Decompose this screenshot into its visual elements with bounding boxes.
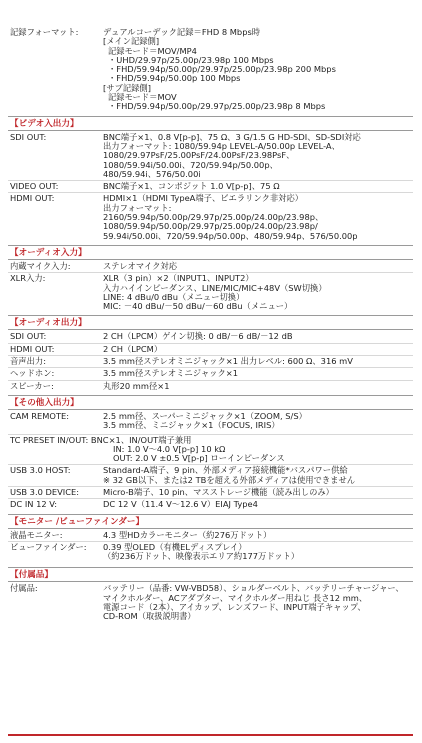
spec-label: ビューファインダー: [10, 541, 87, 552]
section-title-audio-in: 【オーディオ入力】 [10, 247, 87, 258]
section-divider [8, 259, 413, 260]
spec-line: 2 CH（LPCM）ゲイン切換: 0 dB/－6 dB/－12 dB [103, 331, 293, 342]
spec-row-sdi-out [8, 133, 413, 179]
section-title-other-io: 【その他入出力】 [10, 397, 79, 408]
spec-line: DC 12 V（11.4 V～12.6 V）EIAJ Type4 [103, 499, 258, 510]
spec-label: XLR入力: [10, 273, 46, 284]
spec-row-headphone [8, 369, 413, 378]
spec-value [103, 262, 413, 271]
spec-line: （約236万ドット、映像表示エリア約177万ドット） [103, 551, 300, 562]
spec-value [103, 182, 413, 191]
spec-label: 付属品: [10, 583, 38, 594]
spec-line: ステレオマイク対応 [103, 260, 178, 271]
spec-value [103, 194, 413, 240]
spec-label: TC PRESET IN/OUT: [10, 434, 89, 445]
spec-line: 記録モード＝MOV/MP4 [108, 45, 197, 56]
spec-label: HDMI OUT: [10, 193, 55, 204]
spec-line: [サブ記録側] [103, 82, 151, 93]
spec-line: 59.94i/50.00i、720/59.94p/50.00p、480/59.94p、576/50.00p [103, 230, 358, 241]
spec-value: BNC×1、IN/OUT端子兼用 [90, 434, 192, 445]
spec-row-sdi-audio [8, 332, 413, 341]
spec-line: 0.39 型OLED（有機ELディスプレイ） [103, 541, 247, 552]
section-divider [8, 409, 413, 410]
spec-row-built-in-mic [8, 262, 413, 271]
spec-row-accessories [8, 584, 413, 621]
spec-line: 1080/59.94i/50.00i、720/59.94p/50.00p、 [103, 159, 278, 170]
spec-row-cam-remote [8, 412, 413, 431]
spec-line: ・FHD/59.94p/50.00p/29.97p/25.00p/23.98p 200 Mbps [108, 64, 336, 75]
spec-line: BNC端子×1、コンポジット 1.0 V[p-p]、75 Ω [103, 181, 280, 192]
spec-line: マイクホルダー、ACアダプター、マイクホルダー用ねじ 長さ12 mm、 [103, 592, 368, 603]
spec-row-dc-in [8, 500, 413, 509]
section-title-accessories: 【付属品】 [10, 570, 53, 581]
spec-row-audio-output [8, 357, 413, 366]
spec-line: ・UHD/29.97p/25.00p/23.98p 100 Mbps [108, 54, 274, 65]
spec-line: Standard-A端子、9 pin、外部メディア接続機能*バスパワー供給 [103, 465, 348, 476]
spec-row-hdmi-audio [8, 345, 413, 354]
spec-line: MIC: －40 dBu/－50 dBu/－60 dBu（メニュー） [103, 301, 293, 312]
spec-value [103, 412, 413, 431]
spec-row-hdmi-out [8, 194, 413, 240]
spec-row-usb-host [8, 466, 413, 485]
spec-label: SDI OUT: [10, 131, 47, 142]
spec-value [103, 345, 413, 354]
section-divider [8, 130, 413, 131]
spec-line: 出力フォーマット: 1080/59.94p LEVEL-A/50.00p LEVEL-A、 [103, 140, 340, 151]
spec-value [103, 332, 413, 341]
spec-line: 2 CH（LPCM） [103, 343, 163, 354]
spec-line: CD-ROM（取扱説明書） [103, 611, 196, 622]
section-divider [8, 395, 413, 396]
spec-label: 記録フォーマット: [10, 27, 79, 37]
spec-value [103, 357, 413, 366]
spec-label: 音声出力: [10, 356, 46, 367]
footer-rule [8, 734, 413, 736]
spec-value [103, 369, 413, 378]
spec-value [103, 28, 413, 112]
spec-value [113, 445, 413, 464]
section-divider [8, 116, 413, 117]
spec-row-usb-device [8, 488, 413, 497]
section-divider [8, 514, 413, 515]
spec-line: ※ 32 GB以下、または2 TBを超える外部メディアは使用できません [103, 474, 356, 485]
spec-line: 2.5 mm径、スーパーミニジャック×1（ZOOM, S/S） [103, 410, 307, 421]
spec-label: SDI OUT: [10, 331, 47, 342]
spec-value [103, 133, 413, 179]
spec-line: XLR（3 pin）×2（INPUT1、INPUT2） [103, 273, 254, 284]
spec-line: 1080/29.97PsF/25.00PsF/24.00PsF/23.98PsF、 [103, 150, 295, 161]
spec-label: DC IN 12 V: [10, 499, 58, 510]
spec-line: 記録モード＝MOV [108, 92, 177, 103]
spec-line: OUT: 2.0 V ±0.5 V[p-p] ローインピーダンス [113, 453, 285, 464]
spec-line: 1080/59.94p/50.00p/29.97p/25.00p/24.00p/23.98p/ [103, 221, 318, 232]
spec-line: ・FHD/59.94p/50.00p/29.97p/25.00p/23.98p 8 Mbps [108, 101, 326, 112]
spec-label: USB 3.0 HOST: [10, 465, 71, 476]
spec-line: 3.5 mm径ステレオミニジャック×1 出力レベル: 600 Ω、316 mV [103, 356, 353, 367]
spec-line: LINE: 4 dBu/0 dBu（メニュー切換） [103, 291, 245, 302]
spec-line: 電源コード（2本）、アイカップ、レンズフード、INPUT端子キャップ、 [103, 602, 366, 613]
spec-row-lcd-monitor [8, 531, 413, 540]
spec-value [103, 466, 413, 485]
spec-value [103, 500, 413, 509]
spec-line: デュアルコーデック記録＝FHD 8 Mbps時 [103, 27, 261, 37]
spec-line: BNC端子×1、0.8 V[p-p]、75 Ω、3 G/1.5 G HD-SDI、SD-SDI対応 [103, 131, 361, 142]
spec-value [103, 382, 413, 391]
spec-line: 丸形20 mm径×1 [103, 380, 170, 391]
spec-line: Micro-B端子、10 pin、マスストレージ機能（読み出しのみ） [103, 486, 334, 497]
spec-row-video-out [8, 182, 413, 191]
spec-row-record-format [8, 28, 413, 112]
section-divider [8, 581, 413, 582]
row-divider [8, 380, 413, 381]
spec-document [8, 4, 413, 622]
spec-line: 入力ハイインピーダンス、LINE/MIC/MIC+48V（SW切換） [103, 282, 327, 293]
spec-label: CAM REMOTE: [10, 410, 70, 421]
spec-value [103, 531, 413, 540]
spec-line: 3.5 mm径ステレオミニジャック×1 [103, 368, 238, 379]
section-divider [8, 329, 413, 330]
spec-value [103, 274, 413, 311]
spec-line: 3.5 mm径、ミニジャック×1（FOCUS, IRIS） [103, 420, 280, 431]
section-divider [8, 528, 413, 529]
spec-line: 4.3 型HDカラーモニター（約276万ドット） [103, 529, 272, 540]
spec-line: 出力フォーマット: [103, 202, 172, 213]
spec-line: IN: 1.0 V～4.0 V[p-p] 10 kΩ [113, 443, 226, 454]
section-divider [8, 315, 413, 316]
section-title-video: 【ビデオ入出力】 [10, 118, 79, 129]
spec-row-speaker [8, 382, 413, 391]
spec-value [103, 543, 413, 562]
spec-line: ・FHD/59.94p/50.00p 100 Mbps [108, 73, 241, 84]
section-title-audio-out: 【オーディオ出力】 [10, 318, 87, 329]
section-divider [8, 245, 413, 246]
spec-line: バッテリー（品番: VW-VBD58）、ショルダーベルト、バッテリーチャージャー、 [103, 583, 404, 594]
spec-line: 2160/59.94p/50.00p/29.97p/25.00p/24.00p/23.98p、 [103, 212, 324, 223]
spec-value [103, 584, 413, 621]
row-divider [8, 343, 413, 344]
spec-label: 内蔵マイク入力: [10, 260, 71, 271]
spec-line: 480/59.94i、576/50.00i [103, 168, 201, 179]
spec-row-xlr-input [8, 274, 413, 311]
spec-label: HDMI OUT: [10, 343, 55, 354]
spec-line: HDMI×1（HDMI TypeA端子、ビエラリンク非対応） [103, 193, 304, 204]
spec-line: [メイン記録側] [103, 36, 160, 47]
spec-row-tc-preset [8, 436, 413, 464]
spec-label: USB 3.0 DEVICE: [10, 486, 80, 497]
section-title-monitor: 【モニター /ビューファインダー】 [10, 516, 145, 527]
spec-row-viewfinder [8, 543, 413, 562]
spec-label: 液晶モニター: [10, 529, 63, 540]
spec-value [103, 488, 413, 497]
spec-label: スピーカー: [10, 380, 54, 391]
spec-label: ヘッドホン: [10, 368, 55, 379]
section-divider [8, 567, 413, 568]
spec-label: VIDEO OUT: [10, 181, 59, 192]
